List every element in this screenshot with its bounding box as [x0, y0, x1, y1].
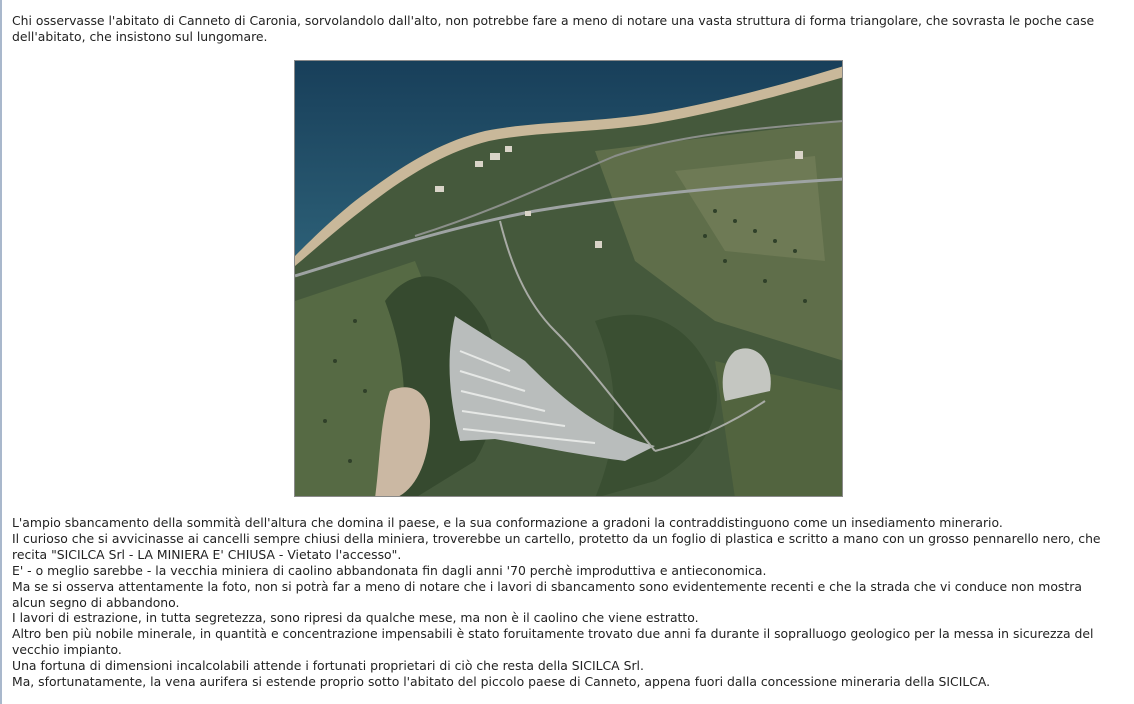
left-border [0, 0, 2, 704]
body-paragraph: L'ampio sbancamento della sommità dell'altura che domina il paese, e la sua conformazione a gradoni la contraddistinguono come un insediamento minerario. [12, 515, 1003, 530]
body-paragraph: Una fortuna di dimensioni incalcolabili attende i fortunati proprietari di ciò che resta della SICILCA Srl. [12, 658, 644, 674]
body-paragraph: Altro ben più nobile minerale, in quantità e concentrazione impensabili è stato foruitamente trovato due anni fa durante il sopralluogo geologico per la messa in sicurezza del vecchio impianto. [12, 626, 1094, 658]
body-paragraph: I lavori di estrazione, in tutta segretezza, sono ripresi da qualche mese, ma non è il caolino che viene estratto. [12, 610, 699, 626]
body-paragraph: Ma, sfortunatamente, la vena aurifera si estende proprio sotto l'abitato del piccolo paese di Canneto, appena fuori dalla concessione mineraria della SICILCA. [12, 674, 991, 690]
article-body [12, 515, 1112, 690]
intro-paragraph: Chi osservasse l'abitato di Canneto di Caronia, sorvolandolo dall'alto, non potrebbe fare a meno di notare una vasta struttura di forma triangolare, che sovrasta le poche case dell'abitato, che insistono sul lungomare. [12, 13, 1095, 44]
body-paragraph: Il curioso che si avvicinasse ai cancelli sempre chiusi della miniera, troverebbe un cartello, protetto da un foglio di plastica e scritto a mano con un grosso pennarello nero, che recita "SICILCA Srl - LA MINIERA E' CHIUSA - Vietato l'accesso". [12, 530, 1101, 562]
body-paragraph: E' - o meglio sarebbe - la vecchia miniera di caolino abbandonata fin dagli anni '70 perchè improduttiva e antieconomica. [12, 562, 767, 578]
body-paragraph: Ma se si osserva attentamente la foto, non si potrà far a meno di notare che i lavori di sbancamento sono evidentemente recenti e che la strada che vi conduce non mostra alcun segno di abbandono. [12, 578, 1082, 610]
aerial-photo [294, 60, 843, 497]
aerial-photo-icon [295, 61, 843, 497]
